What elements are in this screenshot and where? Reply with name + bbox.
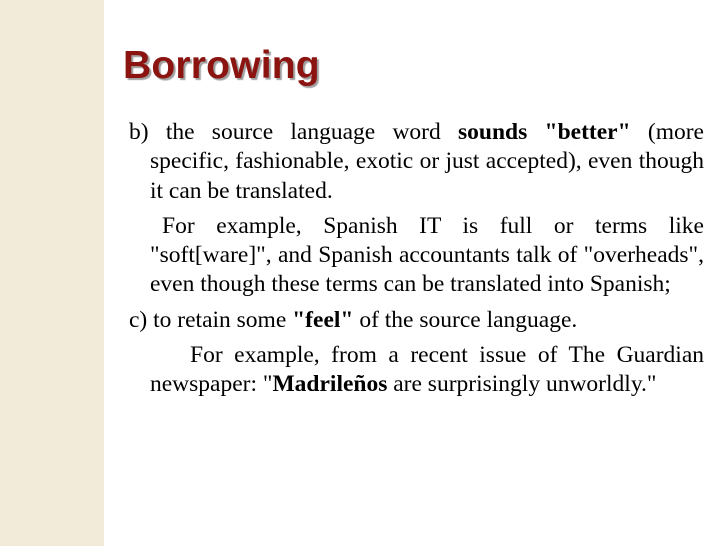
point-b-example xyxy=(129,212,704,300)
point-c-rest: of the source language. xyxy=(353,306,578,333)
point-b xyxy=(129,118,704,206)
decorative-side-band xyxy=(0,0,104,546)
point-c-emphasis: "feel" xyxy=(292,306,354,333)
point-b-emphasis: sounds "better" xyxy=(458,119,631,145)
side-band-divider xyxy=(104,0,106,546)
point-c-example-emphasis: Madrileños xyxy=(272,371,388,398)
point-c-example xyxy=(129,341,704,400)
point-b-intro: b) the source language word xyxy=(129,119,459,145)
point-c-example-rest: are surprisingly unworldly." xyxy=(387,371,657,398)
point-b-example-text: For example, Spanish IT is full or terms like "soft[ware]", and Spanish accountants talk of "overheads", even though these terms can be translated into Spanish; xyxy=(150,212,704,298)
slide-title: Borrowing xyxy=(123,44,320,87)
slide-body xyxy=(129,118,704,406)
point-c-intro: c) to retain some xyxy=(129,306,293,333)
point-c-example-intro: For example, from a recent issue of The Guardian newspaper: " xyxy=(150,342,704,398)
point-c xyxy=(129,306,704,335)
point-b-rest: (more specific, fashionable, exotic or just accepted), even though it can be translated. xyxy=(150,119,704,204)
